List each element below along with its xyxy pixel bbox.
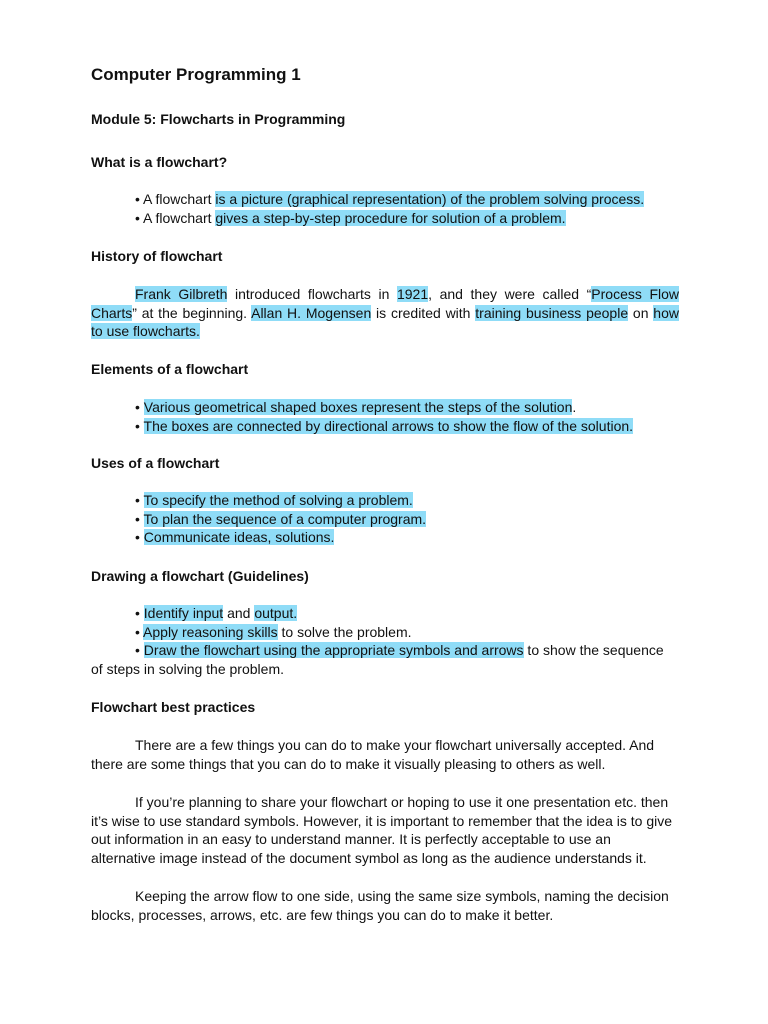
highlighted-text: The boxes are connected by directional arrows to show the flow of the solution. (143, 417, 634, 434)
highlighted-text: To plan the sequence of a computer program. (143, 510, 427, 527)
bullet-marker: • (135, 417, 140, 434)
highlighted-text: To specify the method of solving a problem. (143, 492, 413, 508)
highlighted-text: Frank Gilbreth (135, 286, 228, 302)
list-drawing-guidelines (91, 604, 679, 679)
list-what-is-flowchart (91, 190, 679, 227)
list-item (91, 491, 679, 510)
list-item (91, 190, 679, 209)
list-item (91, 510, 679, 529)
text: on (628, 304, 654, 321)
text: . (572, 399, 577, 415)
bullet-marker: • (135, 209, 140, 226)
highlighted-text: Apply reasoning skills (143, 623, 278, 640)
highlighted-text: training business people (475, 304, 629, 321)
heading-drawing: Drawing a flowchart (Guidelines) (91, 568, 309, 584)
list-item (91, 641, 679, 678)
highlighted-text: is a picture (graphical representation) of the problem solving process. (215, 191, 645, 207)
list-item (91, 528, 679, 547)
highlighted-text: Process Flow Charts (91, 286, 679, 321)
text: ” at the beginning. (132, 304, 252, 321)
heading-best-practices: Flowchart best practices (91, 699, 256, 715)
highlighted-text: Allan H. Mogensen (251, 304, 372, 321)
best-practices-paragraph: There are a few things you can do to make your flowchart universally accepted. And there are some things that you can do to make it visually pleasing to others as well. (91, 737, 655, 772)
bullet-marker: • (135, 605, 140, 621)
bullet-marker: • (135, 510, 140, 527)
list-item (91, 623, 679, 642)
list-item (91, 398, 679, 417)
highlighted-text: 1921 (396, 286, 429, 302)
bullet-marker: • (135, 399, 140, 415)
bullet-marker: • (135, 623, 140, 640)
text: to show the sequence of steps in solving the problem. (91, 642, 664, 678)
highlighted-text: Communicate ideas, solutions. (143, 529, 335, 546)
highlighted-text: Various geometrical shaped boxes represent the steps of the solution (143, 399, 573, 415)
highlighted-text: Identify input (143, 605, 224, 621)
text: is credited with (371, 304, 476, 321)
bullet-marker: • (135, 191, 140, 207)
heading-elements: Elements of a flowchart (91, 361, 249, 377)
highlighted-text: Draw the flowchart using the appropriate symbols and arrows (143, 642, 524, 659)
highlighted-text: gives a step-by-step procedure for solution of a problem. (215, 209, 566, 226)
text: A flowchart (139, 191, 216, 207)
highlighted-text: output. (254, 605, 298, 621)
list-item (91, 417, 679, 436)
text: introduced flowcharts in (227, 286, 397, 302)
list-uses (91, 491, 679, 547)
bullet-marker: • (135, 642, 140, 659)
heading-history: History of flowchart (91, 248, 223, 264)
bullet-marker: • (135, 529, 140, 546)
best-practices-paragraph: If you’re planning to share your flowchart or hoping to use it one presentation etc. then it’s wise to use standard symbols. However, it is important to remember that the idea is to give out information in an easy to understand manner. It is perfectly acceptable to use an alternative image instead of the document symbol as long as the audience understands it. (91, 794, 672, 867)
text: and (223, 605, 255, 621)
heading-what-is-flowchart: What is a flowchart? (91, 154, 228, 170)
module-heading: Module 5: Flowcharts in Programming (91, 111, 346, 127)
highlighted-text: how to use flowcharts. (91, 304, 679, 340)
list-item (91, 604, 679, 623)
list-elements (91, 398, 679, 435)
best-practices-paragraph: Keeping the arrow flow to one side, using the same size symbols, naming the decision blocks, processes, arrows, etc. are few things you can do to make it better. (91, 888, 669, 923)
document-title: Computer Programming 1 (91, 65, 301, 84)
text: A flowchart (139, 209, 216, 226)
bullet-marker: • (135, 492, 140, 508)
heading-uses: Uses of a flowchart (91, 455, 220, 471)
text: , and they were called “ (428, 286, 592, 302)
list-item (91, 209, 679, 228)
text: to solve the problem. (277, 623, 412, 640)
history-paragraph (91, 285, 679, 341)
